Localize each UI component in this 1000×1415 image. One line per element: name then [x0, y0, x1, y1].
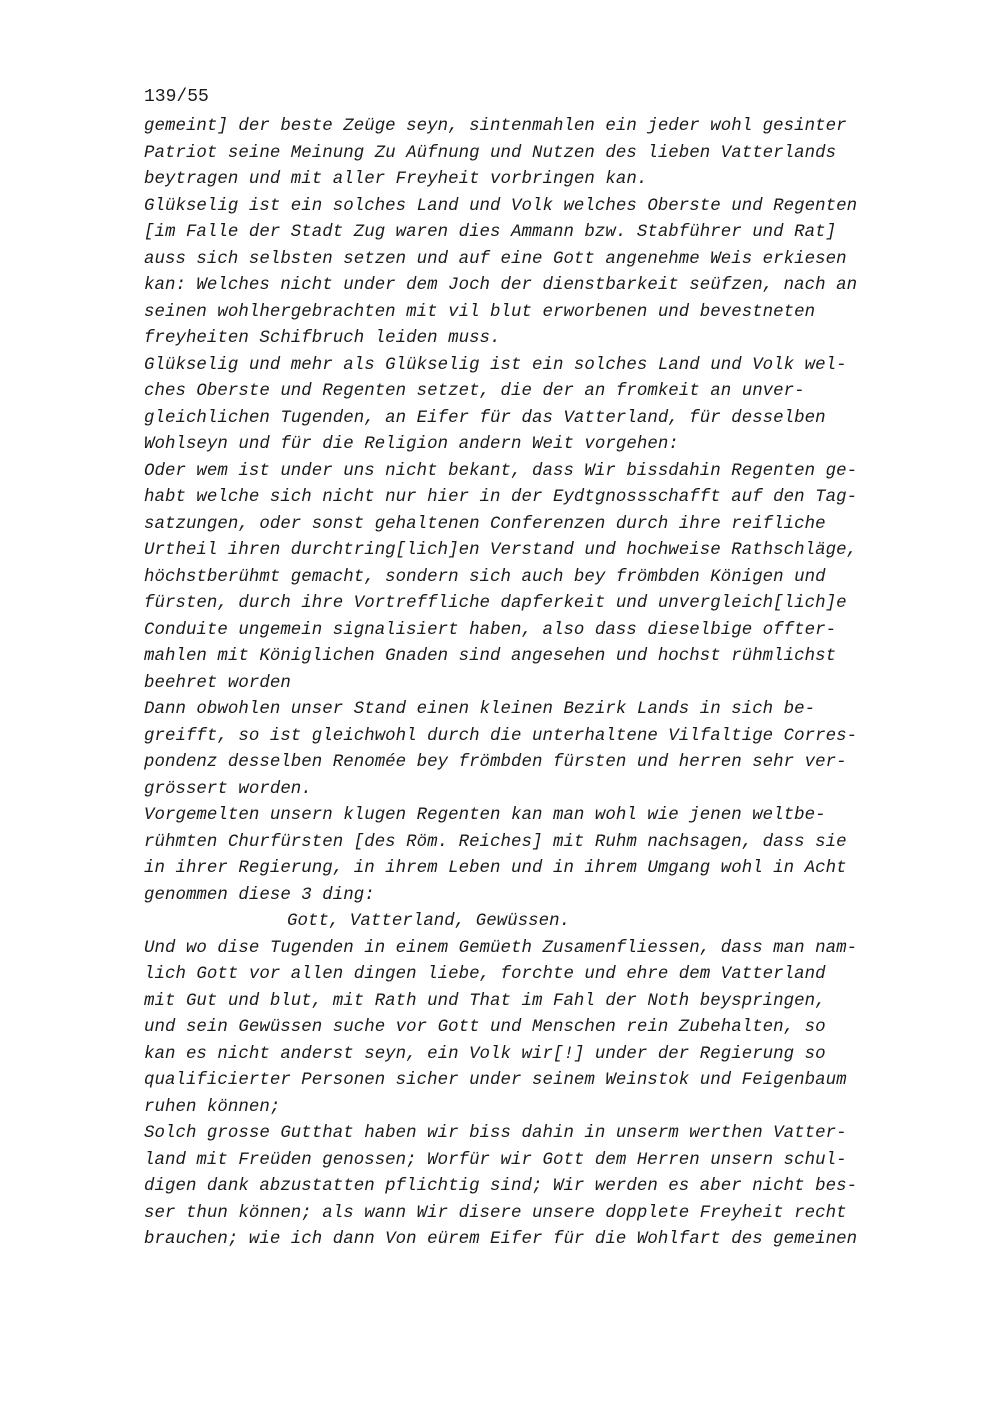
- text-line: genommen diese 3 ding:: [144, 885, 375, 905]
- text-line: Glükselig ist ein solches Land und Volk welches Oberste und Regenten: [144, 196, 858, 216]
- text-line: Solch grosse Gutthat haben wir biss dahin in unserm werthen Vatter-: [144, 1124, 847, 1143]
- text-line: [im Falle der Stadt Zug waren dies Ammann bzw. Stabführer und Rat]: [144, 223, 837, 242]
- text-line: rühmten Churfürsten [des Röm. Reiches] mit Ruhm nachsagen, dass sie: [144, 832, 847, 852]
- text-line: mit Gut und blut, mit Rath und That im Fahl der Noth beyspringen,: [144, 991, 826, 1011]
- text-line: beytragen und mit aller Freyheit vorbringen kan.: [144, 170, 648, 189]
- text-line: fürsten, durch ihre Vortreffliche dapferkeit und unvergleich[lich]e: [144, 594, 847, 613]
- text-line: kan es nicht anderst seyn, ein Volk wir[!] under der Regierung so: [144, 1044, 826, 1064]
- text-line: digen dank abzustatten pflichtig sind; Wir werden es aber nicht bes-: [144, 1177, 858, 1196]
- text-line: grössert worden.: [144, 779, 312, 799]
- text-line: auss sich selbsten setzen und auf eine Gott angenehme Weis erkiesen: [144, 249, 847, 269]
- document-page: [144, 84, 924, 1254]
- text-line: Und wo dise Tugenden in einem Gemüeth Zusamenfliessen, dass man nam-: [144, 938, 858, 958]
- text-line-indented: Gott, Vatterland, Gewüssen.: [287, 912, 571, 931]
- text-line: höchstberühmt gemacht, sondern sich auch bey frömbden Königen und: [144, 567, 826, 587]
- page-number: 139/55: [144, 87, 209, 107]
- text-line: land mit Freüden genossen; Worfür wir Gott dem Herren unsern schul-: [144, 1150, 847, 1170]
- text-line: lich Gott vor allen dingen liebe, forchte und ehre dem Vatterland: [144, 965, 826, 984]
- text-line: Glükselig und mehr als Glükselig ist ein solches Land und Volk wel-: [144, 355, 847, 375]
- text-line: Dann obwohlen unser Stand einen kleinen Bezirk Lands in sich be-: [144, 700, 816, 719]
- text-line: Patriot seine Meinung Zu Aüfnung und Nutzen des lieben Vatterlands: [144, 143, 837, 163]
- text-line: freyheiten Schifbruch leiden muss.: [144, 329, 501, 348]
- text-line: Vorgemelten unsern klugen Regenten kan man wohl wie jenen weltbe-: [144, 806, 826, 825]
- text-line: pondenz desselben Renomée bey frömbden fürsten und herren sehr ver-: [144, 753, 847, 772]
- text-line: Conduite ungemein signalisiert haben, also dass dieselbige offter-: [144, 620, 837, 640]
- text-line: qualificierter Personen sicher under seinem Weinstok und Feigenbaum: [144, 1071, 847, 1090]
- text-line: kan: Welches nicht under dem Joch der dienstbarkeit seüfzen, nach an: [144, 276, 858, 295]
- text-line: ser thun können; als wann Wir disere unsere dopplete Freyheit recht: [144, 1203, 847, 1223]
- text-line: Urtheil ihren durchtring[lich]en Verstand und hochweise Rathschläge,: [144, 541, 858, 560]
- text-line: in ihrer Regierung, in ihrem Leben und in ihrem Umgang wohl in Acht: [144, 859, 847, 878]
- text-line: ruhen können;: [144, 1097, 281, 1117]
- text-line: und sein Gewüssen suche vor Gott und Menschen rein Zubehalten, so: [144, 1018, 826, 1037]
- text-line: Wohlseyn und für die Religion andern Weit vorgehen:: [144, 435, 679, 454]
- text-line: ches Oberste und Regenten setzet, die der an fromkeit an unver-: [144, 382, 805, 401]
- text-line: mahlen mit Königlichen Gnaden sind angesehen und hochst rühmlichst: [144, 647, 837, 666]
- text-line: gleichlichen Tugenden, an Eifer für das Vatterland, für desselben: [144, 408, 826, 428]
- text-line: Oder wem ist under uns nicht bekant, dass Wir bissdahin Regenten ge-: [144, 461, 858, 481]
- document-body: [144, 114, 924, 1254]
- text-line: beehret worden: [144, 673, 291, 693]
- text-line: satzungen, oder sonst gehaltenen Conferenzen durch ihre reifliche: [144, 514, 826, 534]
- text-line: gemeint] der beste Zeüge seyn, sintenmahlen ein jeder wohl gesinter: [144, 117, 847, 136]
- text-line: seinen wohlhergebrachten mit vil blut erworbenen und bevestneten: [144, 302, 816, 322]
- text-line: brauchen; wie ich dann Von eürem Eifer für die Wohlfart des gemeinen: [144, 1230, 858, 1249]
- text-line: habt welche sich nicht nur hier in der Eydtgnossschafft auf den Tag-: [144, 488, 858, 507]
- text-line: greifft, so ist gleichwohl durch die unterhaltene Vilfaltige Corres-: [144, 726, 858, 746]
